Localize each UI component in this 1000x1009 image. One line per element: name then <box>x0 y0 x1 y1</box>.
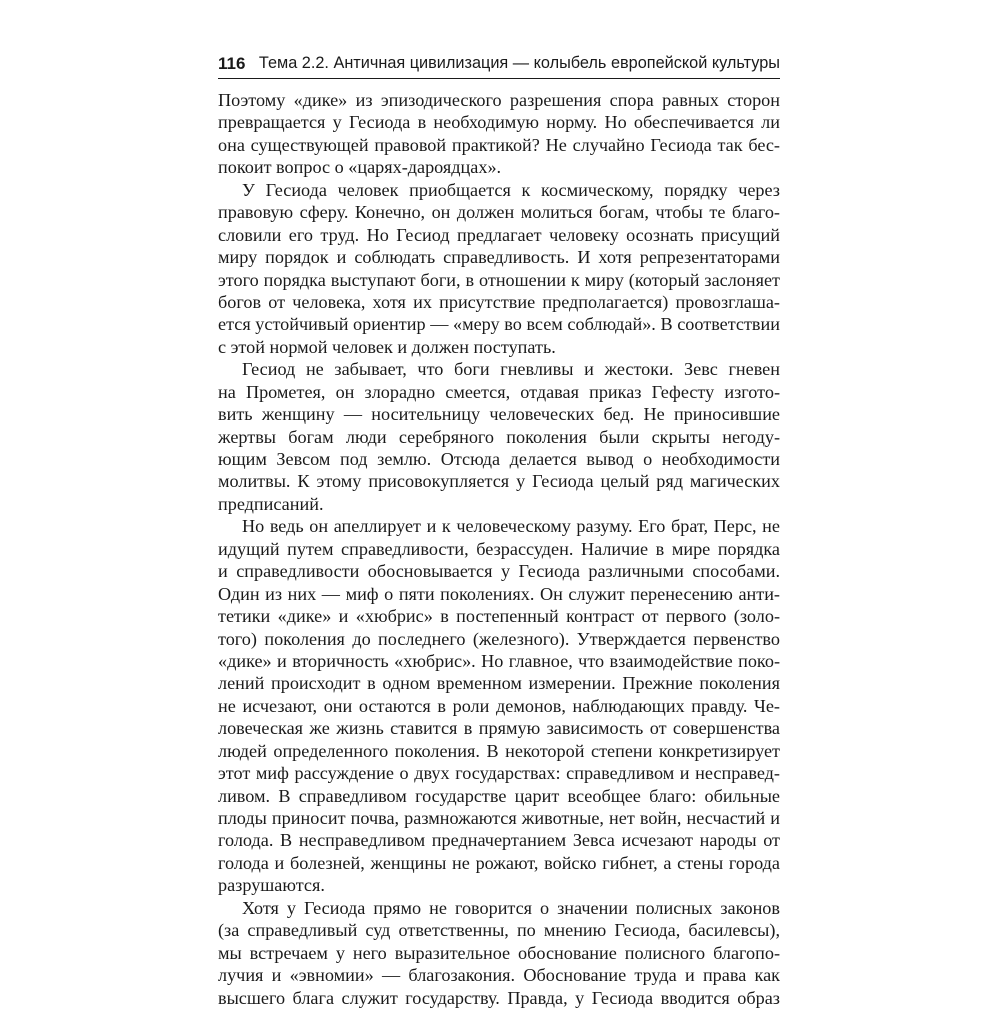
text-line: Поэтому «дике» из эпизодического разрешения спора равных сторон <box>218 90 780 110</box>
text-line: этот миф рассуждение о двух государствах: справедливом и несправед- <box>218 763 780 784</box>
text-line: превращается у Гесиода в необходимую норму. Но обеспечивается ли <box>218 112 780 133</box>
text-line: богов от человека, хотя их присутствие предполагается) провозглаша- <box>218 291 780 312</box>
text-line: идущий путем справедливости, безрассуден. Наличие в мире порядка <box>218 538 780 559</box>
header-divider <box>218 78 780 79</box>
text-line: Но ведь он апеллирует и к человеческому разуму. Его брат, Перс, не <box>242 516 780 537</box>
text-line: лучия и «эвномии» — благозакония. Обоснование труда и права как <box>218 965 780 986</box>
text-line: (за справедливый суд ответственны, по мнению Гесиода, басилевсы), <box>218 920 780 941</box>
text-line: покоит вопрос о «царях-дароядцах». <box>218 157 502 178</box>
text-line: этого порядка выступают боги, в отношении к миру (который заслоняет <box>218 269 780 290</box>
text-line: она существующей правовой практикой? Не случайно Гесиода так бес- <box>218 134 780 155</box>
text-line: ловеческая же жизнь ставится в прямую зависимость от совершенства <box>218 718 780 739</box>
text-line: с этой нормой человек и должен поступать. <box>218 336 556 357</box>
text-line: миру порядок и соблюдать справедливость. И хотя репрезентаторами <box>218 247 780 268</box>
text-line: жертвы богам люди серебряного поколения были скрыты негоду- <box>218 426 780 447</box>
text-line: словили его труд. Но Гесиод предлагает человеку осознать присущий <box>218 224 780 245</box>
text-line: Хотя у Гесиода прямо не говорится о значении полисных законов <box>242 897 780 918</box>
running-header <box>218 52 780 80</box>
running-title: Тема 2.2. Античная цивилизация — колыбель европейской культуры <box>258 54 780 72</box>
text-line: предписаний. <box>218 493 324 514</box>
text-line: лений происходит в одном временном измерении. Прежние поколения <box>218 673 780 694</box>
text-line: людей определенного поколения. В некоторой степени конкретизирует <box>218 740 780 761</box>
text-line: мы встречаем у него выразительное обоснование полисного благопо- <box>218 942 780 963</box>
text-line: голода и болезней, женщины не рожают, войско гибнет, а стены города <box>218 852 780 873</box>
text-line: и справедливости обосновывается у Гесиода различными способами. <box>218 561 780 582</box>
text-line: тетики «дике» и «хюбрис» в постепенный контраст от первого (золо- <box>218 606 780 627</box>
text-line: высшего блага служит государству. Правда, у Гесиода вводится образ <box>218 987 780 1008</box>
text-line: правовую сферу. Конечно, он должен молиться богам, чтобы те благо- <box>218 202 780 223</box>
text-line: того) поколения до последнего (железного). Утверждается первенство <box>218 628 780 649</box>
body-text <box>218 89 780 1009</box>
text-line: голода. В несправедливом предначертанием Зевса исчезают народы от <box>218 830 780 851</box>
text-line: разрушаются. <box>218 875 325 896</box>
text-line: не исчезают, они остаются в роли демонов, наблюдающих правду. Че- <box>218 695 780 716</box>
text-line: У Гесиода человек приобщается к космическому, порядку через <box>242 179 780 200</box>
text-line: «дике» и вторичность «хюбрис». Но главное, что взаимодействие поко- <box>218 650 780 671</box>
text-line: на Прометея, он злорадно смеется, отдавая приказ Гефесту изгото- <box>218 381 780 402</box>
page-number: 116 <box>218 54 246 73</box>
text-line: ется устойчивый ориентир — «меру во всем соблюдай». В соответствии <box>218 314 780 335</box>
text-line: плоды приносит почва, размножаются животные, нет войн, несчастий и <box>218 808 780 828</box>
text-line: молитвы. К этому присовокупляется у Гесиода целый ряд магических <box>218 471 780 492</box>
text-line: вить женщину — носительницу человеческих бед. Не приносившие <box>218 404 780 425</box>
text-line: ющим Зевсом под землю. Отсюда делается вывод о необходимости <box>218 449 780 469</box>
text-line: ливом. В справедливом государстве царит всеобщее благо: обильные <box>218 785 780 806</box>
text-line: Один из них — миф о пяти поколениях. Он служит перенесению анти- <box>218 583 780 604</box>
text-line: Гесиод не забывает, что боги гневливы и жестоки. Зевс гневен <box>242 359 780 380</box>
